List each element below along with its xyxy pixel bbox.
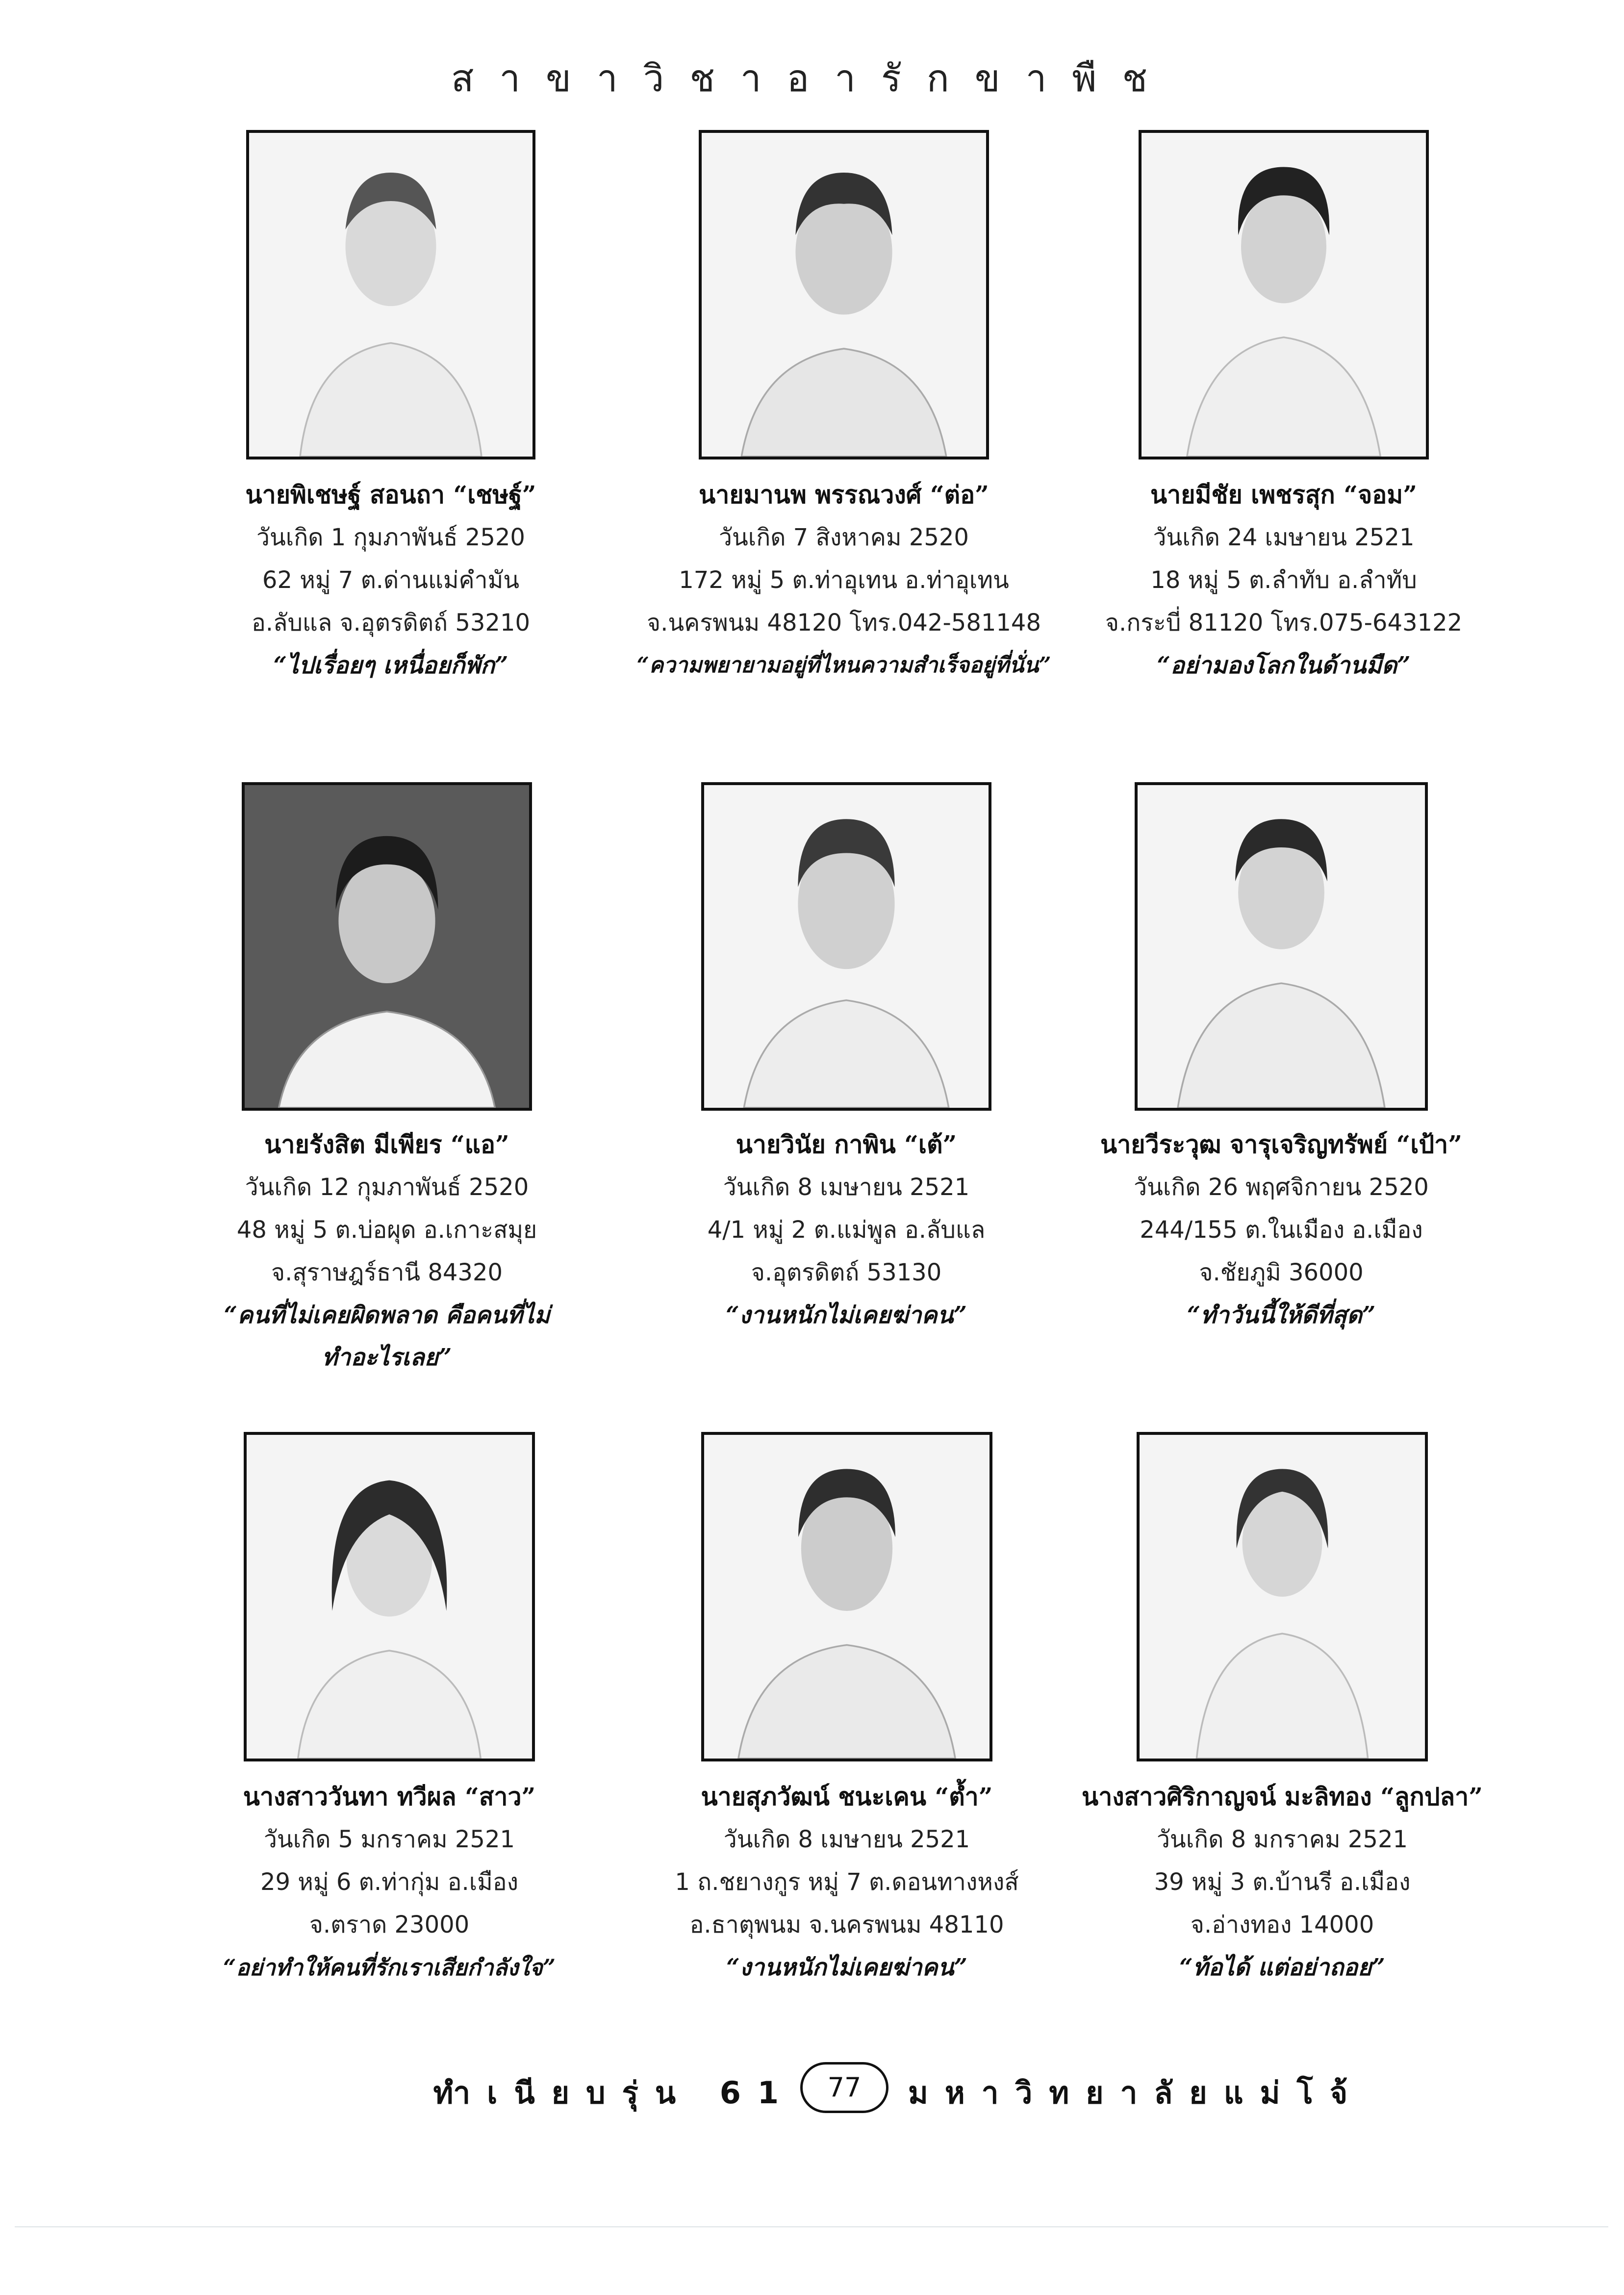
student-address: จ.นครพนม 48120 โทร.042-581148 [646,609,1041,637]
student-address: จ.อุตรดิตถ์ 53130 [751,1259,942,1286]
student-photo-4 [242,782,532,1111]
student-photo-1 [246,130,535,459]
student-name: นายรังสิต มีเพียร “แอ” [264,1130,509,1159]
student-caption-4 [142,1123,632,1378]
student-birthdate: วันเกิด 12 กุมภาพันธ์ 2520 [245,1173,529,1201]
page-footer [0,2062,1624,2121]
student-motto: “ไปเรื่อยๆ เหนื่อยก็พัก” [273,652,508,679]
student-address: จ.อ่างทอง 14000 [1190,1911,1374,1938]
student-photo-9 [1137,1432,1428,1761]
student-caption-7 [144,1775,634,1989]
student-photo-6 [1135,782,1428,1111]
student-address: 39 หมู่ 3 ต.บ้านรี อ.เมือง [1154,1868,1411,1896]
student-name: นายสุภวัฒน์ ชนะเคน “ต้ำ” [701,1782,993,1811]
student-motto: “อย่าทำให้คนที่รักเราเสียกำลังใจ” [223,1954,556,1981]
student-address: อ.ธาตุพนม จ.นครพนม 48110 [689,1911,1004,1938]
footer-university-name: มหาวิทยาลัยแม่โจ้ [908,2075,1365,2111]
student-motto: “ท้อได้ แต่อย่าถอย” [1179,1954,1385,1981]
student-address: 1 ถ.ชยางกูร หมู่ 7 ต.ดอนทางหงส์ [675,1868,1019,1896]
student-address: 4/1 หมู่ 2 ต.แม่พูล อ.ลับแล [707,1216,986,1244]
student-address: 48 หมู่ 5 ต.บ่อผุด อ.เกาะสมุย [236,1216,537,1244]
student-address: จ.กระบี่ 81120 โทร.075-643122 [1105,609,1463,637]
student-address: 244/155 ต.ในเมือง อ.เมือง [1140,1216,1423,1244]
student-birthdate: วันเกิด 8 เมษายน 2521 [723,1173,970,1201]
student-name: นายพิเชษฐ์ สอนถา “เชษฐ์” [245,480,536,509]
student-motto: “คนที่ไม่เคยผิดพลาด คือคนที่ไม่ทำอะไรเลย” [224,1301,550,1371]
student-motto: “ความพยายามอยู่ที่ไหนความสำเร็จอยู่ที่นั่น” [636,653,1051,678]
student-address: จ.ตราด 23000 [309,1911,470,1938]
student-address: 172 หมู่ 5 ต.ท่าอุเทน อ.ท่าอุเทน [679,566,1009,594]
footer-yearbook-title: ทำเนียบรุ่น 61 [433,2075,795,2111]
student-name: นายวีระวุฒ จารุเจริญทรัพย์ “เป้า” [1100,1130,1462,1159]
student-photo-2 [699,130,989,459]
student-motto: “ทำวันนี้ให้ดีที่สุด” [1187,1301,1376,1329]
student-caption-9 [1037,1775,1527,1989]
student-photo-7 [244,1432,535,1761]
page-title: สาขาวิชาอารักขาพืช [451,56,1173,100]
student-address: จ.ชัยภูมิ 36000 [1199,1259,1364,1286]
student-address: 62 หมู่ 7 ต.ด่านแม่คำมัน [262,566,520,594]
student-name: นายวินัย กาพิน “เต้” [736,1130,957,1159]
student-caption-5 [601,1123,1091,1336]
student-address: 29 หมู่ 6 ต.ท่ากุ่ม อ.เมือง [260,1868,519,1896]
student-birthdate: วันเกิด 7 สิงหาคม 2520 [719,524,969,551]
bottom-divider [15,2226,1608,2227]
student-name: นายมานพ พรรณวงศ์ “ต่อ” [699,480,989,509]
student-name: นางสาววันทา ทวีผล “สาว” [243,1782,536,1811]
student-photo-5 [701,782,991,1111]
student-birthdate: วันเกิด 1 กุมภาพันธ์ 2520 [256,524,525,551]
student-birthdate: วันเกิด 26 พฤศจิกายน 2520 [1134,1173,1429,1201]
student-birthdate: วันเกิด 24 เมษายน 2521 [1153,524,1415,551]
student-name: นายมีชัย เพชรสุก “จอม” [1150,480,1417,509]
student-address: จ.สุราษฎร์ธานี 84320 [271,1259,503,1286]
student-motto: “อย่ามองโลกในด้านมืด” [1157,652,1411,679]
student-caption-2 [599,473,1089,687]
student-photo-3 [1139,130,1429,459]
student-birthdate: วันเกิด 8 เมษายน 2521 [723,1826,970,1853]
student-caption-8 [602,1775,1092,1989]
student-motto: “งานหนักไม่เคยฆ่าคน” [726,1954,967,1981]
student-caption-3 [1039,473,1529,687]
student-caption-1 [146,473,636,687]
student-motto: “งานหนักไม่เคยฆ่าคน” [726,1301,967,1329]
student-name: นางสาวศิริกาญจน์ มะลิทอง “ลูกปลา” [1082,1782,1483,1811]
student-birthdate: วันเกิด 8 มกราคม 2521 [1156,1826,1408,1853]
student-address: อ.ลับแล จ.อุตรดิตถ์ 53210 [251,609,531,637]
page-number: 77 [800,2062,888,2113]
student-address: 18 หมู่ 5 ต.ลำทับ อ.ลำทับ [1150,566,1417,594]
student-photo-8 [701,1432,992,1761]
student-caption-6 [1036,1123,1526,1336]
student-birthdate: วันเกิด 5 มกราคม 2521 [263,1826,515,1853]
